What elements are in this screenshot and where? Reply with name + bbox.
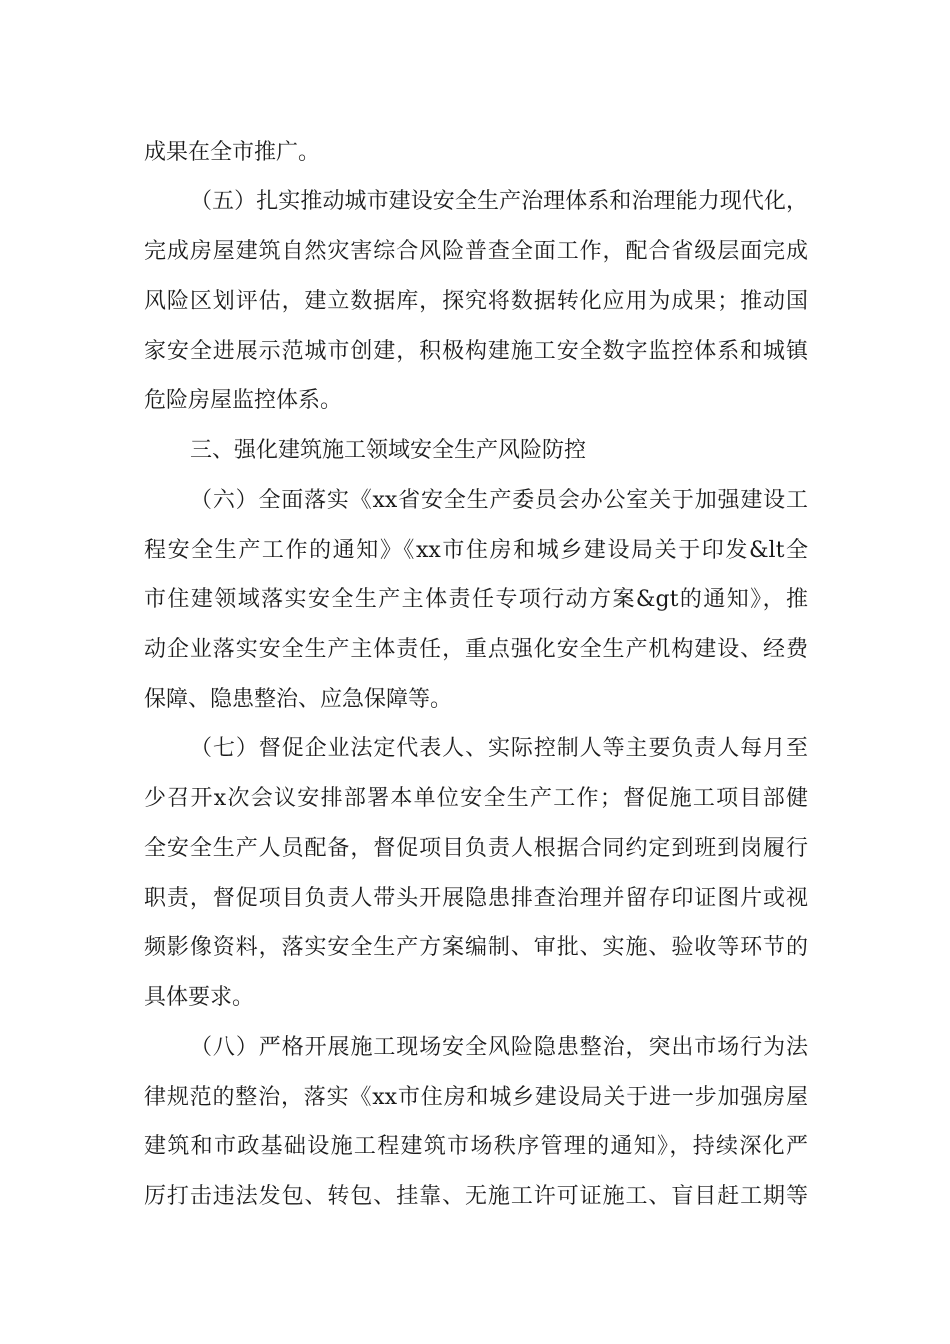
text-line: 家安全进展示范城市创建，积极构建施工安全数字监控体系和城镇 — [144, 339, 808, 364]
text-line: 职责，督促项目负责人带头开展隐患排查治理并留存印证图片或视 — [144, 886, 808, 911]
text-line: 完成房屋建筑自然灾害综合风险普查全面工作，配合省级层面完成 — [144, 239, 808, 264]
text-line: （七）督促企业法定代表人、实际控制人等主要负责人每月至 — [190, 736, 808, 761]
text-line: 厉打击违法发包、转包、挂靠、无施工许可证施工、盲目赶工期等 — [144, 1184, 808, 1209]
text-line: 程安全生产工作的通知》《xx市住房和城乡建设局关于印发&lt全 — [144, 538, 808, 563]
text-line: 动企业落实安全生产主体责任，重点强化安全生产机构建设、经费 — [144, 637, 808, 662]
text-line: （六）全面落实《xx省安全生产委员会办公室关于加强建设工 — [190, 488, 808, 513]
text-line: 保障、隐患整治、应急保障等。 — [144, 687, 453, 712]
text-line: （五）扎实推动城市建设安全生产治理体系和治理能力现代化， — [190, 189, 808, 214]
text-line: 风险区划评估，建立数据库，探究将数据转化应用为成果；推动国 — [144, 289, 808, 314]
text-line: 律规范的整治，落实《xx市住房和城乡建设局关于进一步加强房屋 — [144, 1085, 808, 1110]
text-line: 成果在全市推广。 — [144, 140, 321, 165]
text-line: 少召开x次会议安排部署本单位安全生产工作；督促施工项目部健 — [144, 786, 808, 811]
text-line: 市住建领域落实安全生产主体责任专项行动方案&gt的通知》，推 — [144, 587, 808, 612]
text-line: （八）严格开展施工现场安全风险隐患整治，突出市场行为法 — [190, 1035, 808, 1060]
text-line: 具体要求。 — [144, 985, 255, 1010]
text-line: 危险房屋监控体系。 — [144, 388, 343, 413]
text-line: 频影像资料，落实安全生产方案编制、审批、实施、验收等环节的 — [144, 935, 808, 960]
section-heading: 三、强化建筑施工领域安全生产风险防控 — [190, 438, 587, 463]
text-line: 全安全生产人员配备，督促项目负责人根据合同约定到班到岗履行 — [144, 836, 808, 861]
text-line: 建筑和市政基础设施工程建筑市场秩序管理的通知》，持续深化严 — [144, 1134, 808, 1159]
